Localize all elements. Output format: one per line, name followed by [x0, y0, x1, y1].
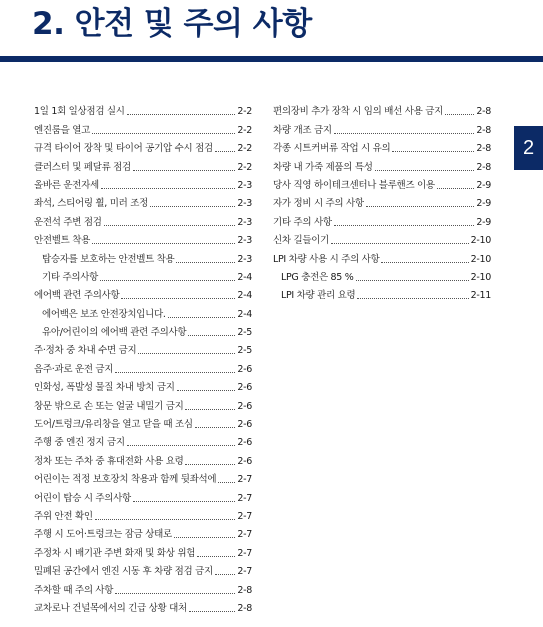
- toc-entry[interactable]: [34, 450, 252, 468]
- toc-page-number: 2-9: [476, 179, 491, 191]
- toc-page-number: 2-8: [237, 584, 252, 596]
- toc-page-number: 2-10: [470, 253, 491, 265]
- toc-entry-label: 주정차 시 배기관 주변 화재 및 화상 위험: [34, 547, 196, 559]
- toc-page-number: 2-6: [237, 437, 252, 449]
- toc-leader-dots: [381, 262, 468, 263]
- page-title: 2. 안전 및 주의 사항: [32, 6, 312, 42]
- toc-leader-dots: [115, 372, 235, 373]
- toc-entry-label: 어린이는 적정 보호장치 착용과 함께 뒷좌석에: [34, 474, 217, 486]
- toc-leader-dots: [95, 519, 236, 520]
- toc-page-number: 2-2: [237, 124, 252, 136]
- toc-page-number: 2-7: [237, 492, 252, 504]
- toc-leader-dots: [366, 206, 475, 207]
- toc-subentry[interactable]: [273, 267, 491, 285]
- toc-entry[interactable]: [34, 414, 252, 432]
- toc-leader-dots: [168, 317, 236, 318]
- toc-page-number: 2-7: [237, 547, 252, 559]
- toc-page-number: 2-3: [237, 179, 252, 191]
- toc-leader-dots: [215, 151, 236, 152]
- toc-entry[interactable]: [273, 175, 491, 193]
- toc-page-number: 2-7: [237, 566, 252, 578]
- toc-page-number: 2-3: [237, 235, 252, 247]
- toc-entry[interactable]: [273, 119, 491, 137]
- toc-page-number: 2-10: [470, 271, 491, 283]
- toc-page-number: 2-9: [476, 216, 491, 228]
- toc-leader-dots: [188, 335, 235, 336]
- toc-page-number: 2-5: [237, 345, 252, 357]
- toc-entry[interactable]: [273, 230, 491, 248]
- toc-leader-dots: [215, 574, 236, 575]
- toc-page-number: 2-6: [237, 400, 252, 412]
- toc-entry-label: 교차로나 건널목에서의 긴급 상황 대처: [34, 602, 187, 614]
- toc-entry-label: 음주·과로 운전 금지: [34, 363, 114, 375]
- toc-entry-label: LPI 차량 관리 요령: [281, 290, 356, 302]
- toc-entry[interactable]: [34, 230, 252, 248]
- toc-entry[interactable]: [273, 138, 491, 156]
- header-rule: [0, 56, 543, 62]
- toc-page-number: 2-2: [237, 143, 252, 155]
- toc-leader-dots: [138, 353, 235, 354]
- toc-entry-label: 에어백은 보조 안전장치입니다.: [42, 308, 166, 320]
- toc-page-number: 2-3: [237, 216, 252, 228]
- toc-entry[interactable]: [34, 377, 252, 395]
- toc-entry-label: 차량 개조 금지: [273, 124, 332, 136]
- toc-subentry[interactable]: [34, 303, 252, 321]
- toc-entry-label: 좌석, 스티어링 휠, 미러 조정: [34, 198, 148, 210]
- page-header: [0, 0, 543, 62]
- toc-entry-label: 인화성, 폭발성 물질 차내 방치 금지: [34, 382, 175, 394]
- toc-leader-dots: [437, 188, 475, 189]
- toc-subentry[interactable]: [34, 267, 252, 285]
- toc-entry[interactable]: [34, 193, 252, 211]
- toc-entry[interactable]: [273, 211, 491, 229]
- toc-page-number: 2-4: [237, 290, 252, 302]
- toc-entry-label: LPI 차량 사용 시 주의 사항: [273, 253, 380, 265]
- toc-entry-label: 편의장비 추가 장착 시 임의 배선 사용 금지: [273, 106, 443, 118]
- toc-entry-label: 엔진룸을 열고: [34, 124, 90, 136]
- toc-page-number: 2-8: [237, 602, 252, 614]
- toc-entry-label: 운전석 주변 점검: [34, 216, 102, 228]
- toc-entry-label: 정차 또는 주차 중 휴대전화 사용 요령: [34, 455, 184, 467]
- toc-entry-label: 차량 내 가죽 제품의 특성: [273, 161, 373, 173]
- chapter-tab[interactable]: 2: [514, 126, 543, 170]
- toc-leader-dots: [133, 170, 235, 171]
- toc-leader-dots: [150, 206, 235, 207]
- toc-page-number: 2-5: [237, 327, 252, 339]
- toc-leader-dots: [121, 298, 235, 299]
- toc-entry[interactable]: [34, 156, 252, 174]
- toc-leader-dots: [218, 482, 235, 483]
- toc-entry[interactable]: [273, 193, 491, 211]
- toc-leader-dots: [100, 280, 235, 281]
- toc-entry-label: 주·정차 중 차내 수면 금지: [34, 345, 137, 357]
- toc-page-number: 2-9: [476, 198, 491, 210]
- toc-entry[interactable]: [34, 598, 252, 616]
- toc-entry[interactable]: [34, 211, 252, 229]
- toc-leader-dots: [356, 280, 469, 281]
- toc-leader-dots: [92, 243, 235, 244]
- toc-entry-label: 규격 타이어 장착 및 타이어 공기압 수시 점검: [34, 143, 213, 155]
- toc-page-number: 2-4: [237, 271, 252, 283]
- toc-page-number: 2-8: [476, 143, 491, 155]
- toc-entry[interactable]: [34, 138, 252, 156]
- toc-entry-label: 기타 주의 사항: [273, 216, 332, 228]
- toc-page-number: 2-2: [237, 161, 252, 173]
- toc-entry[interactable]: [34, 358, 252, 376]
- toc-entry-label: 어린이 탑승 시 주의사항: [34, 492, 131, 504]
- toc-entry[interactable]: [34, 579, 252, 597]
- toc-leader-dots: [104, 225, 236, 226]
- toc-entry-label: 당사 직영 하이테크센터나 블루핸즈 이용: [273, 179, 435, 191]
- toc-leader-dots: [189, 611, 235, 612]
- toc-entry[interactable]: [34, 524, 252, 542]
- toc-leader-dots: [334, 225, 475, 226]
- toc-leader-dots: [445, 114, 474, 115]
- toc-entry[interactable]: [273, 248, 491, 266]
- toc-entry-label: 1일 1회 일상점검 실시: [34, 106, 125, 118]
- toc-entry[interactable]: [273, 101, 491, 119]
- toc-page-number: 2-10: [470, 235, 491, 247]
- toc-page-number: 2-4: [237, 308, 252, 320]
- toc-leader-dots: [334, 133, 475, 134]
- toc-leader-dots: [115, 593, 235, 594]
- toc-subentry[interactable]: [273, 285, 491, 303]
- toc-leader-dots: [176, 262, 235, 263]
- toc-leader-dots: [375, 170, 475, 171]
- toc-leader-dots: [101, 188, 236, 189]
- toc-entry-label: 주행 시 도어·트렁크는 잠금 상태로: [34, 529, 172, 541]
- toc-page-number: 2-7: [237, 474, 252, 486]
- toc-page-number: 2-6: [237, 455, 252, 467]
- toc-entry-label: 신차 길들이기: [273, 235, 329, 247]
- toc-entry-label: 주위 안전 확인: [34, 510, 93, 522]
- toc-entry[interactable]: [273, 156, 491, 174]
- toc-leader-dots: [92, 133, 235, 134]
- toc-leader-dots: [392, 151, 474, 152]
- toc-leader-dots: [185, 409, 235, 410]
- toc-entry-label: 안전벨트 착용: [34, 235, 90, 247]
- toc-entry[interactable]: [34, 487, 252, 505]
- toc-page-number: 2-3: [237, 198, 252, 210]
- toc-page-number: 2-8: [476, 106, 491, 118]
- toc-entry-label: 올바른 운전자세: [34, 179, 99, 191]
- toc-entry[interactable]: [34, 395, 252, 413]
- toc-entry[interactable]: [34, 469, 252, 487]
- toc-entry-label: 에어백 관련 주의사항: [34, 290, 120, 302]
- toc-subentry[interactable]: [34, 322, 252, 340]
- toc-page-number: 2-8: [476, 124, 491, 136]
- toc-entry[interactable]: [34, 285, 252, 303]
- toc-entry[interactable]: [34, 340, 252, 358]
- toc-entry[interactable]: [34, 542, 252, 560]
- toc-entry-label: 주행 중 엔진 정지 금지: [34, 437, 125, 449]
- toc-entry[interactable]: [34, 119, 252, 137]
- toc-page-number: 2-7: [237, 510, 252, 522]
- toc-page-number: 2-6: [237, 419, 252, 431]
- toc-entry-label: 주차할 때 주의 사항: [34, 584, 114, 596]
- toc-entry[interactable]: [34, 506, 252, 524]
- toc-leader-dots: [174, 537, 235, 538]
- toc-page-number: 2-6: [237, 382, 252, 394]
- toc-leader-dots: [195, 427, 236, 428]
- toc-entry-label: 밀폐된 공간에서 엔진 시동 후 차량 점검 금지: [34, 566, 213, 578]
- toc-left-column: [34, 101, 252, 616]
- toc-entry-label: 탑승자를 보호하는 안전벨트 착용: [42, 253, 175, 265]
- toc-subentry[interactable]: [34, 248, 252, 266]
- toc-entry[interactable]: [34, 432, 252, 450]
- toc-leader-dots: [127, 445, 236, 446]
- toc-entry-label: 도어/트렁크/유리창을 열고 닫을 때 조심: [34, 419, 193, 431]
- toc-leader-dots: [331, 243, 469, 244]
- toc-page-number: 2-11: [470, 290, 491, 302]
- toc-page-number: 2-7: [237, 529, 252, 541]
- toc-entry-label: 자가 정비 시 주의 사항: [273, 198, 364, 210]
- toc-entry[interactable]: [34, 561, 252, 579]
- toc-leader-dots: [177, 390, 236, 391]
- toc-entry-label: 유아/어린이의 에어백 관련 주의사항: [42, 327, 187, 339]
- toc-entry[interactable]: [34, 175, 252, 193]
- toc-entry-label: LPG 충전은 85 %: [281, 271, 354, 283]
- toc-entry[interactable]: [34, 101, 252, 119]
- toc-entry-label: 각종 시트커버류 작업 시 유의: [273, 143, 391, 155]
- toc-page-number: 2-8: [476, 161, 491, 173]
- toc-entry-label: 기타 주의사항: [42, 271, 98, 283]
- toc-entry-label: 클러스터 및 페달류 점검: [34, 161, 131, 173]
- toc-leader-dots: [197, 556, 235, 557]
- toc-leader-dots: [133, 501, 235, 502]
- toc-page-number: 2-3: [237, 253, 252, 265]
- toc-leader-dots: [127, 114, 236, 115]
- toc-right-column: [273, 101, 491, 303]
- toc-page-number: 2-6: [237, 363, 252, 375]
- toc-leader-dots: [185, 464, 235, 465]
- toc-leader-dots: [357, 298, 468, 299]
- toc-page-number: 2-2: [237, 106, 252, 118]
- toc-entry-label: 창문 밖으로 손 또는 얼굴 내밀기 금지: [34, 400, 184, 412]
